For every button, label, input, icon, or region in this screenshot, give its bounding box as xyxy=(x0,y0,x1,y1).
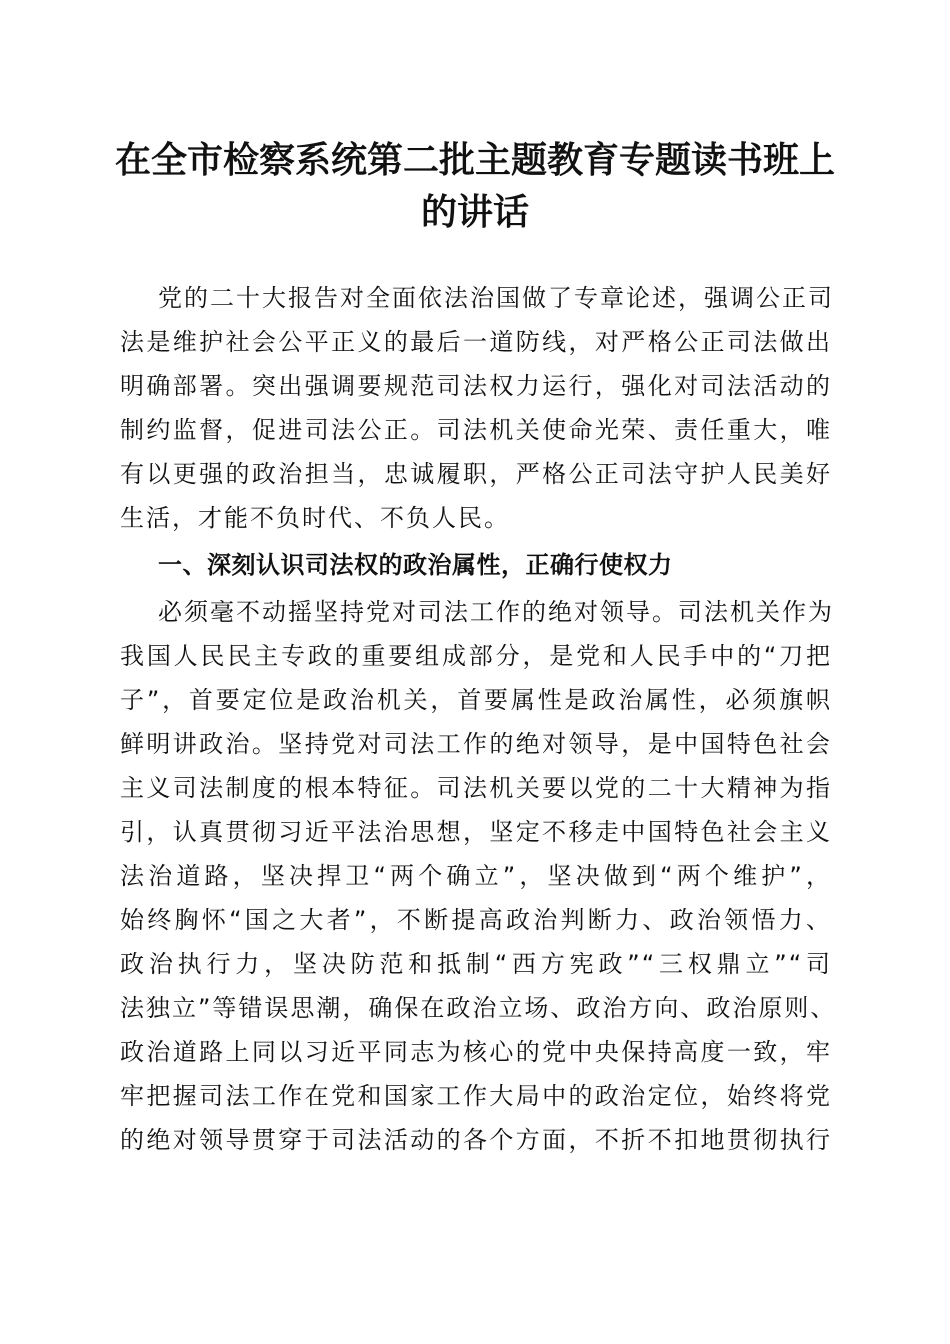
paragraph-line: 始终胸怀“国之大者”，不断提高政治判断力、政治领悟力、 xyxy=(120,906,832,934)
paragraph-line: 制约监督，促进司法公正。司法机关使命光荣、责任重大，唯 xyxy=(120,416,832,444)
paragraph-line: 鲜明讲政治。坚持党对司法工作的绝对领导，是中国特色社会 xyxy=(120,730,832,758)
paragraph-line: 的绝对领导贯穿于司法活动的各个方面，不折不扣地贯彻执行 xyxy=(120,1126,832,1154)
paragraph-line: 子”，首要定位是政治机关，首要属性是政治属性，必须旗帜 xyxy=(120,686,832,714)
paragraph-line: 法是维护社会公平正义的最后一道防线，对严格公正司法做出 xyxy=(120,328,832,356)
paragraph-line: 党的二十大报告对全面依法治国做了专章论述，强调公正司 xyxy=(158,284,834,312)
paragraph-line: 必须毫不动摇坚持党对司法工作的绝对领导。司法机关作为 xyxy=(158,598,834,626)
document-title-line-2: 的讲话 xyxy=(420,191,529,233)
paragraph-line: 明确部署。突出强调要规范司法权力运行，强化对司法活动的 xyxy=(120,372,832,400)
paragraph-line: 主义司法制度的根本特征。司法机关要以党的二十大精神为指 xyxy=(120,774,832,802)
section-heading: 一、深刻认识司法权的政治属性，正确行使权力 xyxy=(158,551,673,579)
paragraph-line: 引，认真贯彻习近平法治思想，坚定不移走中国特色社会主义 xyxy=(120,818,832,846)
paragraph-line: 有以更强的政治担当，忠诚履职，严格公正司法守护人民美好 xyxy=(120,460,832,488)
paragraph-line: 生活，才能不负时代、不负人民。 xyxy=(120,504,510,532)
paragraph-line: 牢把握司法工作在党和国家工作大局中的政治定位，始终将党 xyxy=(120,1082,832,1110)
paragraph-line: 我国人民民主专政的重要组成部分，是党和人民手中的“刀把 xyxy=(120,642,832,670)
paragraph-line: 法治道路，坚决捍卫“两个确立”，坚决做到“两个维护”， xyxy=(120,862,832,890)
paragraph-line: 政治执行力，坚决防范和抵制“西方宪政”“三权鼎立”“司 xyxy=(120,950,832,978)
document-title-line-1: 在全市检察系统第二批主题教育专题读书班上 xyxy=(114,139,835,181)
paragraph-line: 政治道路上同以习近平同志为核心的党中央保持高度一致，牢 xyxy=(120,1038,832,1066)
paragraph-line: 法独立”等错误思潮，确保在政治立场、政治方向、政治原则、 xyxy=(120,994,837,1022)
